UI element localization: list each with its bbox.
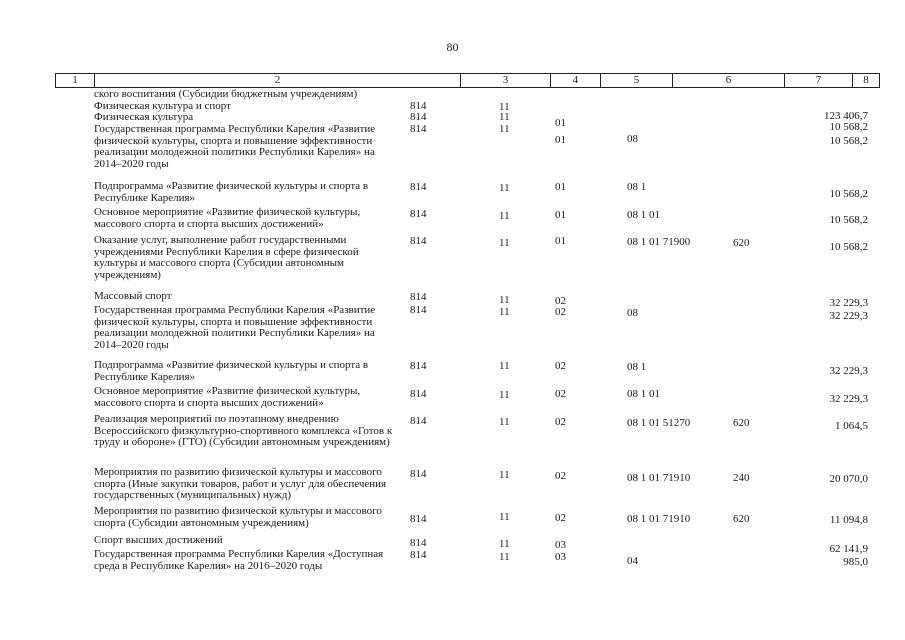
row-c4: 11 [499,551,510,563]
row-name: Государственная программа Республики Карелия «Доступная среда в Республике Карелия» на 2016–2020 годы [94,548,384,572]
row-c8: 11 094,8 [829,514,868,526]
header-col-2: 2 [94,74,460,87]
row-c5: 02 [555,470,566,482]
row-c6: 08 1 01 71900 [627,236,691,248]
row-name: Спорт высших достижений [94,534,223,546]
row-c6: 04 [627,555,638,567]
row-c3: 814 [410,388,427,400]
row-name: ского воспитания (Субсидии бюджетным учреждениям) [94,88,358,100]
row-name: Реализация мероприятий по поэтапному внедрению Всероссийского физкультурно-спортивного комплекса «Готов к труду и обороне» (ГТО) (Субсидии автономным учреждениям) [94,413,393,448]
row-c3: 814 [410,513,427,525]
row-c5: 02 [555,388,566,400]
row-c5: 01 [555,209,566,221]
row-c6: 08 1 01 [627,209,660,221]
row-c5: 02 [555,512,566,524]
row-c3: 814 [410,111,427,123]
row-c3: 814 [410,304,427,316]
row-c8: 32 229,3 [829,365,868,377]
row-c8: 1 064,5 [835,420,868,432]
row-c3: 814 [410,468,427,480]
row-c8: 10 568,2 [829,188,868,200]
row-c4: 11 [499,294,510,306]
page-number: 80 [446,40,459,54]
row-c6: 08 1 [627,361,647,373]
row-c4: 11 [499,123,510,135]
row-c8: 32 229,3 [829,310,868,322]
row-c3: 814 [410,360,427,372]
row-c7: 240 [733,472,750,484]
row-c6: 08 [627,307,638,319]
row-c8: 123 406,7 [824,110,868,122]
row-c5: 02 [555,295,566,307]
row-c6: 08 1 01 71910 [627,513,691,525]
row-c8: 32 229,3 [829,393,868,405]
row-c8: 32 229,3 [829,297,868,309]
header-col-3: 3 [460,74,550,87]
row-c8: 62 141,9 [829,543,868,555]
row-c5: 01 [555,235,566,247]
row-name: Физическая культура [94,111,194,123]
row-c5: 01 [555,134,566,146]
row-c4: 11 [499,182,510,194]
row-c6: 08 1 01 51270 [627,417,691,429]
row-c5: 02 [555,306,566,318]
table-header [55,73,880,88]
row-name: Мероприятия по развитию физической культуры и массового спорта (Субсидии автономным учреждениям) [94,505,382,529]
row-c4: 11 [499,111,510,123]
row-c8: 10 568,2 [829,121,868,133]
row-c3: 814 [410,123,427,135]
row-name: Оказание услуг, выполнение работ государственными учреждениями Республики Карелия в сфере физической культуры и массового спорта (Субсидии автономным учреждениям) [94,234,359,281]
row-name: Основное мероприятие «Развитие физической культуры, массового спорта и спорта высших достижений» [94,385,361,409]
row-c8: 10 568,2 [829,241,868,253]
header-col-8: 8 [852,74,879,87]
row-c3: 814 [410,291,427,303]
row-c4: 11 [499,389,510,401]
row-c4: 11 [499,416,510,428]
header-col-6: 6 [672,74,784,87]
row-c6: 08 1 01 [627,388,660,400]
row-c8: 10 568,2 [829,214,868,226]
row-c5: 03 [555,551,566,563]
row-name: Подпрограмма «Развитие физической культуры и спорта в Республике Карелия» [94,359,369,383]
row-c8: 985,0 [843,556,868,568]
row-c4: 11 [499,360,510,372]
row-c5: 03 [555,539,566,551]
row-name: Государственная программа Республики Карелия «Развитие физической культуры, спорта и повышение эффективности реализации молодежной политики Республики Карелия» на 2014–2020 годы [94,304,376,351]
row-c3: 814 [410,549,427,561]
row-c5: 01 [555,181,566,193]
header-col-1: 1 [72,74,78,86]
row-name: Массовый спорт [94,290,172,302]
row-c4: 11 [499,237,510,249]
row-c5: 02 [555,360,566,372]
row-name: Подпрограмма «Развитие физической культуры и спорта в Республике Карелия» [94,180,369,204]
row-c6: 08 1 [627,181,647,193]
row-c3: 814 [410,100,427,112]
row-c5: 01 [555,117,566,129]
row-c3: 814 [410,537,427,549]
row-c4: 11 [499,306,510,318]
row-c7: 620 [733,417,750,429]
header-col-7: 7 [784,74,852,87]
row-c3: 814 [410,235,427,247]
row-c6: 08 1 01 71910 [627,472,691,484]
row-c7: 620 [733,237,750,249]
row-c8: 20 070,0 [829,473,868,485]
row-name: Основное мероприятие «Развитие физической культуры, массового спорта и спорта высших достижений» [94,206,361,230]
row-c4: 11 [499,511,510,523]
row-c4: 11 [499,101,510,113]
row-c6: 08 [627,133,638,145]
row-c8: 10 568,2 [829,135,868,147]
row-c3: 814 [410,415,427,427]
row-c3: 814 [410,181,427,193]
row-c5: 02 [555,416,566,428]
row-c4: 11 [499,210,510,222]
row-name: Физическая культура и спорт [94,100,231,112]
row-c7: 620 [733,513,750,525]
row-c3: 814 [410,208,427,220]
row-c4: 11 [499,469,510,481]
header-col-5: 5 [600,74,672,87]
row-name: Мероприятия по развитию физической культуры и массового спорта (Иные закупки товаров, работ и услуг для обеспечения государственных (муниципальных) нужд) [94,466,387,501]
row-c4: 11 [499,538,510,550]
header-col-4: 4 [550,74,600,87]
row-name: Государственная программа Республики Карелия «Развитие физической культуры, спорта и повышение эффективности реализации молодежной политики Республики Карелия» на 2014–2020 годы [94,123,376,170]
